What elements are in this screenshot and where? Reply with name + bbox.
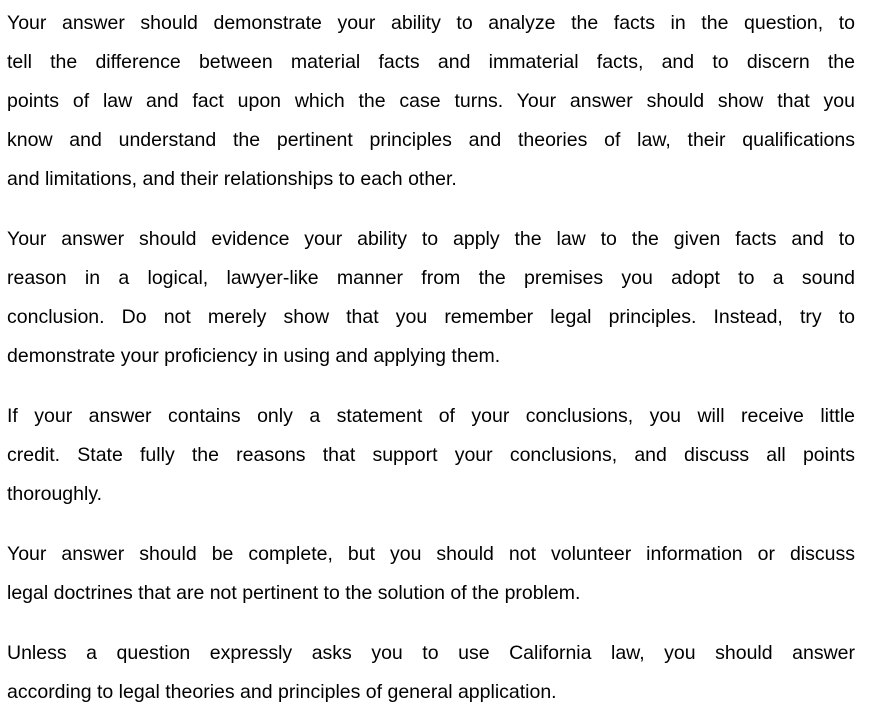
paragraph-application xyxy=(7,220,855,376)
text-line: Unless a question expressly asks you to use California law, you should answer xyxy=(7,642,855,664)
text-line: Your answer should evidence your ability to apply the law to the given facts and to xyxy=(7,228,855,250)
text-line: legal doctrines that are not pertinent to the solution of the problem. xyxy=(7,582,581,604)
text-line: Your answer should be complete, but you should not volunteer information or discuss xyxy=(7,543,855,565)
instructions-document xyxy=(7,4,855,712)
text-line: Your answer should demonstrate your ability to analyze the facts in the question, to xyxy=(7,12,855,34)
text-line: demonstrate your proficiency in using and applying them. xyxy=(7,345,501,367)
text-line: points of law and fact upon which the case turns. Your answer should show that you xyxy=(7,90,855,112)
text-line: If your answer contains only a statement of your conclusions, you will receive little xyxy=(7,405,855,427)
paragraph-analysis xyxy=(7,4,855,199)
text-line: know and understand the pertinent principles and theories of law, their qualifications xyxy=(7,129,855,151)
paragraph-completeness xyxy=(7,535,855,613)
text-line: according to legal theories and principles of general application. xyxy=(7,681,557,703)
text-line: credit. State fully the reasons that support your conclusions, and discuss all points xyxy=(7,444,855,466)
paragraph-conclusions xyxy=(7,397,855,514)
text-line: thoroughly. xyxy=(7,483,103,505)
paragraph-jurisdiction xyxy=(7,634,855,712)
text-line: conclusion. Do not merely show that you remember legal principles. Instead, try to xyxy=(7,306,855,328)
text-line: reason in a logical, lawyer-like manner from the premises you adopt to a sound xyxy=(7,267,855,289)
text-line: tell the difference between material facts and immaterial facts, and to discern the xyxy=(7,51,855,73)
text-line: and limitations, and their relationships to each other. xyxy=(7,168,457,190)
